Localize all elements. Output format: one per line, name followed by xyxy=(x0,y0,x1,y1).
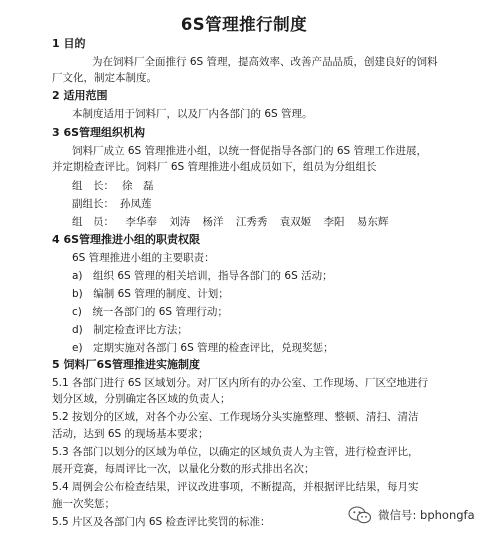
members-row xyxy=(72,215,388,229)
deputy-row xyxy=(72,197,152,211)
clause-5-2-line-1: 5.2 按划分的区域，对各个办公室、工作现场分头实施整理、整顿、清扫、清洁 xyxy=(52,411,419,423)
clause-5-1-line-1: 5.1 各部门进行 6S 区域划分。对厂区内所有的办公室、工作现场、厂区空地进行 xyxy=(52,377,429,389)
member-name: 刘涛 xyxy=(169,216,191,228)
member-name: 江秀秀 xyxy=(235,216,268,228)
section-3-paragraph-line-1: 饲料厂成立 6S 管理推进小组，以统一督促指导各部门的 6S 管理工作进展， xyxy=(72,145,428,157)
leader-row xyxy=(72,179,154,193)
duty-item: d) 制定检查评比方法； xyxy=(72,324,188,336)
section-4-heading: 4 6S管理推进小组的职责权限 xyxy=(52,233,201,246)
section-2-paragraph: 本制度适用于饲料厂，以及厂内各部门的 6S 管理。 xyxy=(72,108,313,120)
wechat-icon xyxy=(348,506,372,524)
section-5-heading: 5 饲料厂6S管理推进实施制度 xyxy=(52,358,201,371)
duty-item: b) 编制 6S 管理的制度、计划； xyxy=(72,288,229,300)
section-1-paragraph-line-1: 为在饲料厂全面推行 6S 管理，提高效率、改善产品品质，创建良好的饲料 xyxy=(92,56,438,68)
clause-5-3-line-1: 5.3 各部门以划分的区域为单位，以确定的区域负责人为主管，进行检查评比， xyxy=(52,446,419,458)
leader-name: 徐 磊 xyxy=(122,180,154,192)
member-name: 李华奉 xyxy=(125,216,157,228)
clause-5-2-line-2: 活动，达到 6S 的现场基本要求； xyxy=(52,428,209,440)
member-name: 袁双姬 xyxy=(279,216,312,228)
clause-5-1-line-2: 划分区域，分别确定各区域的负责人； xyxy=(52,393,231,405)
document-title: 6S管理推行制度 xyxy=(180,15,308,34)
clause-5-3-line-2: 展开竞赛，每周评比一次，以量化分数的形式排出名次； xyxy=(52,463,315,475)
leader-label: 组 长： xyxy=(72,180,114,192)
watermark-text: 微信号: bphongfa xyxy=(378,508,475,522)
deputy-label: 副组长： xyxy=(72,198,114,210)
section-1-paragraph-line-2: 厂文化，制定本制度。 xyxy=(52,72,157,84)
duty-item: a) 组织 6S 管理的相关培训，指导各部门的 6S 活动； xyxy=(72,270,333,282)
section-4-intro: 6S 管理推进小组的主要职责： xyxy=(72,252,215,264)
clause-5-4-line-1: 5.4 周例会公布检查结果，评议改进事项，不断提高，并根据评比结果，每月实 xyxy=(52,481,419,493)
member-name: 易东辉 xyxy=(356,216,389,228)
member-name: 杨洋 xyxy=(202,216,224,228)
wechat-watermark xyxy=(348,505,475,525)
clause-5-4-line-2: 施一次奖惩； xyxy=(52,498,115,510)
duty-item: c) 统一各部门的 6S 管理行动； xyxy=(72,306,228,318)
deputy-name: 孙凤莲 xyxy=(120,198,152,210)
duty-item: e) 定期实施对各部门 6S 管理的检查评比，兑现奖惩； xyxy=(72,342,334,354)
section-3-heading: 3 6S管理组织机构 xyxy=(52,126,146,139)
member-name: 李阳 xyxy=(323,216,345,228)
clause-5-5-line: 5.5 片区及各部门内 6S 检查评比奖罚的标准： xyxy=(52,516,271,528)
section-3-paragraph-line-2: 并定期检查评比。饲料厂 6S 管理推进小组成员如下，组员为分组组长 xyxy=(52,161,377,173)
members-label: 组 员： xyxy=(72,216,114,228)
section-1-heading: 1 目的 xyxy=(52,37,86,50)
section-2-heading: 2 适用范围 xyxy=(52,89,108,102)
